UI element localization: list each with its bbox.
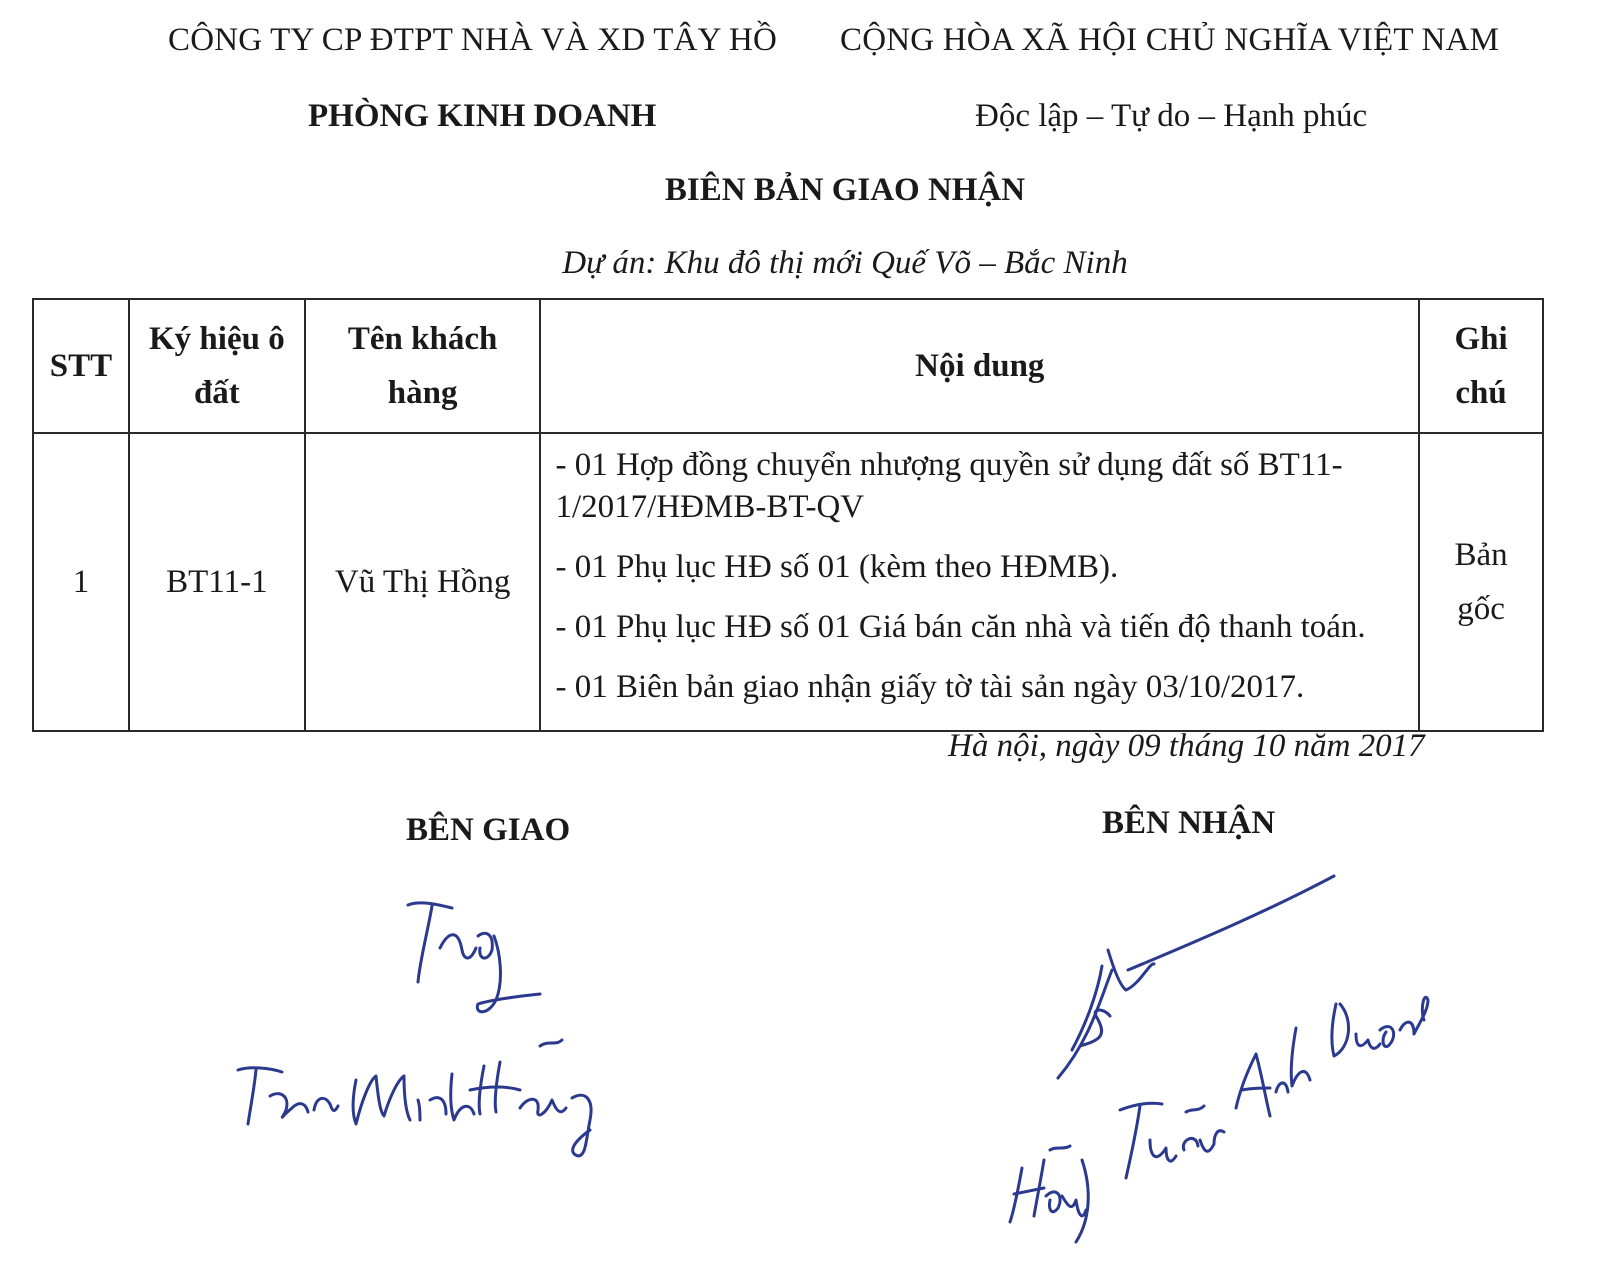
content-item: - 01 Phụ lục HĐ số 01 Giá bán căn nhà và tiến độ thanh toán. xyxy=(555,609,1366,645)
column-header-note: Ghi chú xyxy=(1419,299,1543,433)
receiver-name-handwriting xyxy=(1010,997,1428,1242)
national-motto: Độc lập – Tự do – Hạnh phúc xyxy=(975,98,1368,134)
column-header-content: Nội dung xyxy=(540,299,1419,433)
column-header-plot-code: Ký hiệu ô đất xyxy=(129,299,305,433)
republic-name: CỘNG HÒA XÃ HỘI CHỦ NGHĨA VIỆT NAM xyxy=(840,22,1500,58)
document-title: BIÊN BẢN GIAO NHẬN xyxy=(664,172,1026,208)
cell-plot-code: BT11-1 xyxy=(129,433,305,731)
column-header-stt: STT xyxy=(33,299,129,433)
cell-customer: Vũ Thị Hồng xyxy=(305,433,541,731)
company-name: CÔNG TY CP ĐTPT NHÀ VÀ XD TÂY HỒ xyxy=(168,22,778,58)
receiver-label: BÊN NHẬN xyxy=(1102,805,1276,841)
content-item: - 01 Phụ lục HĐ số 01 (kèm theo HĐMB). xyxy=(555,549,1119,585)
sender-name-handwriting xyxy=(238,1040,591,1156)
content-item: - 01 Hợp đồng chuyển nhượng quyền sử dụng đất số BT11-1/2017/HĐMB-BT-QV xyxy=(555,447,1343,525)
sender-label: BÊN GIAO xyxy=(406,812,571,848)
cell-stt: 1 xyxy=(33,433,129,731)
department-name: PHÒNG KINH DOANH xyxy=(308,98,657,134)
column-header-customer: Tên khách hàng xyxy=(305,299,541,433)
sender-signature xyxy=(408,903,540,1012)
project-name: Dự án: Khu đô thị mới Quế Võ – Bắc Ninh xyxy=(562,245,1128,281)
content-item: - 01 Biên bản giao nhận giấy tờ tài sản ngày 03/10/2017. xyxy=(555,669,1305,705)
cell-note: Bản gốc xyxy=(1419,433,1543,731)
date-line: Hà nội, ngày 09 tháng 10 năm 2017 xyxy=(948,728,1425,764)
